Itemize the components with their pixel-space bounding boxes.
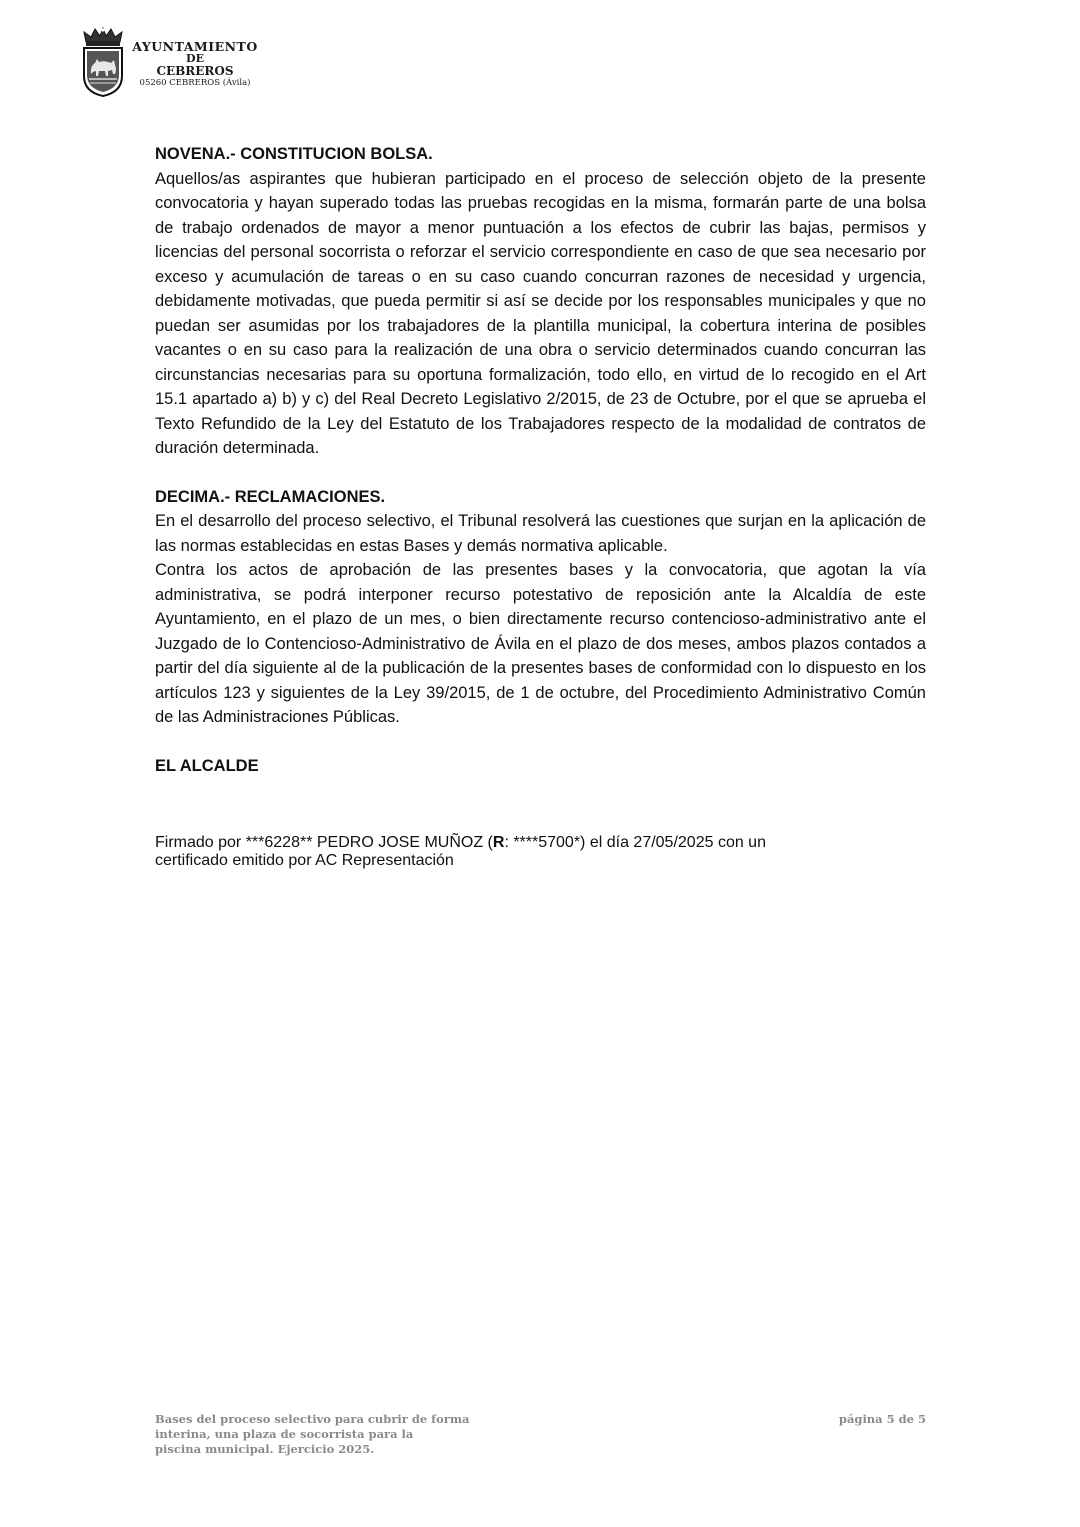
letterhead-de: DE <box>186 52 204 65</box>
section-heading-decima: DECIMA.- RECLAMACIONES. <box>155 487 386 506</box>
letterhead <box>80 26 280 106</box>
signature-r: R <box>492 834 505 851</box>
section-body-decima-2: Contra los actos de aprobación de las presentes bases y la convocatoria, que agotan la vía administrativa, se podrá interponer recurso potestativo de reposición ante la Alcaldía de este Ayuntamiento, en el plazo de un mes, o bien directamente recurso contencioso-administrativo ante el Juzgado de lo Contencioso-Administrativo de Ávila en el plazo de dos meses, ambos plazos contados a partir del día siguiente al de la publicación de la presentes bases de conformidad con lo dispuesto en los artículos 123 y siguientes de la Ley 39/2015, de 1 de octubre, del Procedimiento Administrativo Común de las Administraciones Públicas. <box>155 561 926 726</box>
document-body <box>155 142 926 778</box>
section-body-novena: Aquellos/as aspirantes que hubieran participado en el proceso de selección objeto de la presente convocatoria y hayan superado todas las pruebas recogidas en la misma, formarán parte de una bolsa de trabajo ordenados de mayor a menor puntuación a los efectos de cubrir las bajas, permisos y licencias del personal socorrista o reforzar el servicio correspondiente en caso de que sea necesario por exceso y acumulación de tareas o en su caso cuando concurran razones de necesidad y urgencia, debidamente motivadas, que pueda permitir si así se decide por los responsables municipales y que no puedan ser asumidas por los trabajadores de la plantilla municipal, la cobertura interina de posibles vacantes o en su caso para la realización de una obra o servicio determinados cuando concurran las circunstancias necesarias para su oportuna formalización, todo ello, en virtud de lo recogido en el Art 15.1 apartado a) b) y c) del Real Decreto Legislativo 2/2015, de 23 de Octubre, por el que se aprueba el Texto Refundido de la Ley del Estatuto de los Trabajadores respecto de la modalidad de contratos de duración determinada. <box>155 169 926 457</box>
footer-title-line-3: piscina municipal. Ejercicio 2025. <box>155 1442 375 1456</box>
signer-title: EL ALCALDE <box>155 756 259 775</box>
signature-line-1 <box>155 834 915 852</box>
footer-document-title <box>155 1412 475 1457</box>
signature-line-2: certificado emitido por AC Representación <box>155 852 454 869</box>
signature-prefix: Firmado por ***6228** PEDRO JOSE MUÑOZ ( <box>155 834 493 851</box>
footer-title-line-1: Bases del proceso selectivo para cubrir de forma <box>155 1412 470 1426</box>
letterhead-town: CEBREROS <box>156 64 234 78</box>
coat-of-arms-icon <box>80 26 126 98</box>
letterhead-address: 05260 CEBREROS (Ávila) <box>139 78 251 88</box>
section-heading-novena: NOVENA.- CONSTITUCION BOLSA. <box>155 145 433 163</box>
page-number: página 5 de 5 <box>838 1412 926 1426</box>
letterhead-title: AYUNTAMIENTO <box>132 39 258 54</box>
section-body-decima-1: En el desarrollo del proceso selectivo, el Tribunal resolverá las cuestiones que surjan en la aplicación de las normas establecidas en estas Bases y demás normativa aplicable. <box>155 512 926 555</box>
signature-suffix: : ****5700*) el día 27/05/2025 con un <box>504 834 766 851</box>
footer-title-line-2: interina, una plaza de socorrista para la <box>155 1427 414 1441</box>
digital-signature <box>155 834 915 870</box>
letterhead-text <box>130 40 260 89</box>
